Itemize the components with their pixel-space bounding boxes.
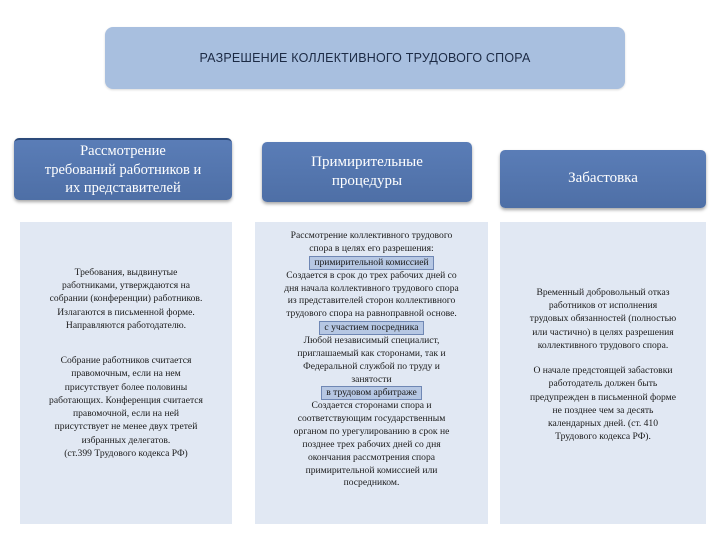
body-strike: [500, 222, 706, 524]
conciliation-commission-text: Создается в срок до трех рабочих дней со дня начала коллективного трудового спора из представителей сторон коллективного трудового спора на равноправной основе.: [284, 269, 459, 320]
arbitration-text: Создается сторонами спора и соответствующим государственным органом по урегулированию в срок не позднее трех рабочих дней со дня окончания рассмотрения спора примирительной комиссией или посредником.: [293, 400, 450, 489]
body-demands: [20, 222, 232, 524]
header-conciliation: [262, 142, 472, 202]
badge-labor-arbitration: в трудовом арбитраже: [321, 386, 422, 400]
title-banner: [105, 27, 625, 89]
badge-mediator: с участием посредника: [319, 321, 423, 335]
conciliation-intro: Рассмотрение коллективного трудового спора в целях его разрешения:: [290, 230, 453, 254]
header-demands-line: Рассмотрение: [80, 143, 166, 160]
header-conciliation-line: Примирительные: [311, 153, 423, 170]
badge-conciliation-commission: примирительной комиссией: [309, 256, 433, 270]
header-demands: [14, 138, 232, 200]
mediator-text: Любой независимый специалист, приглашаемый как сторонами, так и Федеральной службой по труду и занятости: [297, 335, 446, 385]
diagram-title: РАЗРЕШЕНИЕ КОЛЛЕКТИВНОГО ТРУДОВОГО СПОРА: [199, 51, 531, 65]
strike-paragraph-2: О начале предстоящей забастовки работодатель должен быть предупрежден в письменной форме не позднее чем за десять календарных дней. (ст. 410 Трудового кодекса РФ).: [530, 365, 676, 443]
demands-paragraph-2: Собрание работников считается правомочным, если на нем присутствует более половины работающих. Конференция считается правомочной, если на ней присутствует не менее двух третей избранных делегатов. (ст.399 Трудового кодекса РФ): [49, 355, 203, 459]
strike-paragraph-1: Временный добровольный отказ работников от исполнения трудовых обязанностей (полностью или частично) в целях разрешения коллективного трудового спора.: [529, 287, 677, 351]
body-conciliation: [255, 222, 488, 524]
header-demands-line: требований работников и: [44, 161, 202, 178]
header-conciliation-line: процедуры: [331, 173, 403, 189]
demands-paragraph-1: Требования, выдвинутые работниками, утверждаются на собрании (конференции) работников. Излагаются в письменной форме. Направляются работодателю.: [49, 267, 203, 331]
header-demands-line: их представителей: [65, 180, 181, 197]
header-strike: [500, 150, 706, 208]
header-strike-text: Забастовка: [568, 170, 638, 187]
